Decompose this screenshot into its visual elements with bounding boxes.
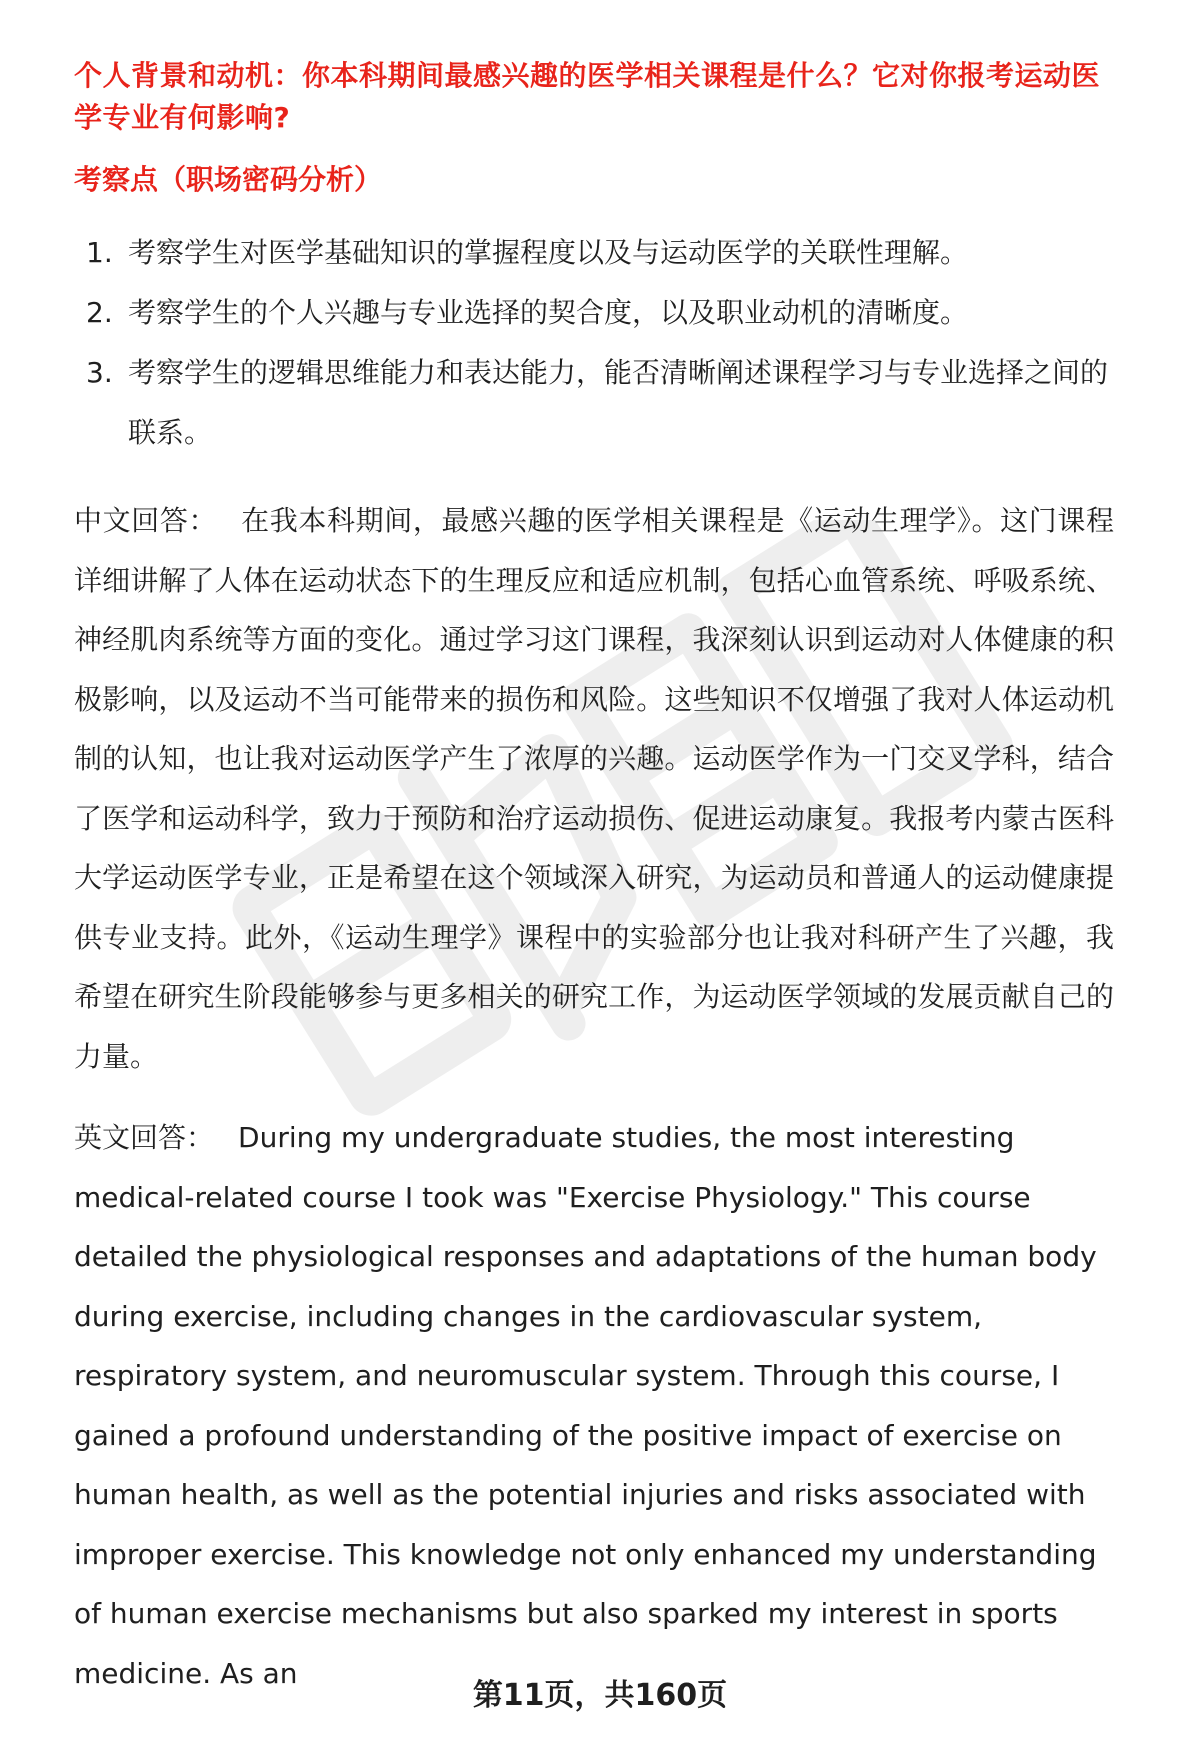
section-title: 考察点（职场密码分析） xyxy=(74,163,383,196)
document-content xyxy=(74,55,1114,1703)
chinese-answer-label: 中文回答： xyxy=(74,504,218,537)
page-number-footer: 第11页，共160页 xyxy=(472,1678,728,1713)
english-answer-text: During my undergraduate studies, the most interesting medical-related course I took was "Exercise Physiology." This course detailed the physiological responses and adaptations of the human body during exercise, including changes in the cardiovascular system, respiratory system, and neuromuscular system. Through this course, I gained a profound understanding of the positive impact of exercise on human health, as well as the potential injuries and risks associated with improper exercise. This knowledge not only enhanced my understanding of human exercise mechanisms but also sparked my interest in sports medicine. As an xyxy=(74,1121,1097,1690)
list-item-number: 2. xyxy=(86,296,113,329)
list-item-number: 1. xyxy=(86,236,113,269)
list-item xyxy=(74,343,1114,463)
list-item-text: 考察学生对医学基础知识的掌握程度以及与运动医学的关联性理解。 xyxy=(128,236,969,269)
list-item xyxy=(74,283,1114,343)
list-item-text: 考察学生的个人兴趣与专业选择的契合度，以及职业动机的清晰度。 xyxy=(128,296,969,329)
list-item xyxy=(74,223,1114,283)
chinese-answer-paragraph xyxy=(74,491,1114,1086)
english-answer-label: 英文回答： xyxy=(74,1121,215,1154)
list-item-text: 考察学生的逻辑思维能力和表达能力，能否清晰阐述课程学习与专业选择之间的联系。 xyxy=(128,356,1109,449)
english-answer-paragraph xyxy=(74,1108,1114,1703)
chinese-answer-text: 在我本科期间，最感兴趣的医学相关课程是《运动生理学》。这门课程详细讲解了人体在运动状态下的生理反应和适应机制，包括心血管系统、呼吸系统、神经肌肉系统等方面的变化。通过学习这门课程，我深刻认识到运动对人体健康的积极影响，以及运动不当可能带来的损伤和风险。这些知识不仅增强了我对人体运动机制的认知，也让我对运动医学产生了浓厚的兴趣。运动医学作为一门交叉学科，结合了医学和运动科学，致力于预防和治疗运动损伤、促进运动康复。我报考内蒙古医科大学运动医学专业，正是希望在这个领域深入研究，为运动员和普通人的运动健康提供专业支持。此外，《运动生理学》课程中的实验部分也让我对科研产生了兴趣，我希望在研究生阶段能够参与更多相关的研究工作，为运动医学领域的发展贡献自己的力量。 xyxy=(74,504,1114,1073)
list-item-number: 3. xyxy=(86,356,113,389)
question-heading: 个人背景和动机：你本科期间最感兴趣的医学相关课程是什么？它对你报考运动医学专业有何影响? xyxy=(74,59,1101,134)
assessment-points-list xyxy=(74,223,1114,463)
